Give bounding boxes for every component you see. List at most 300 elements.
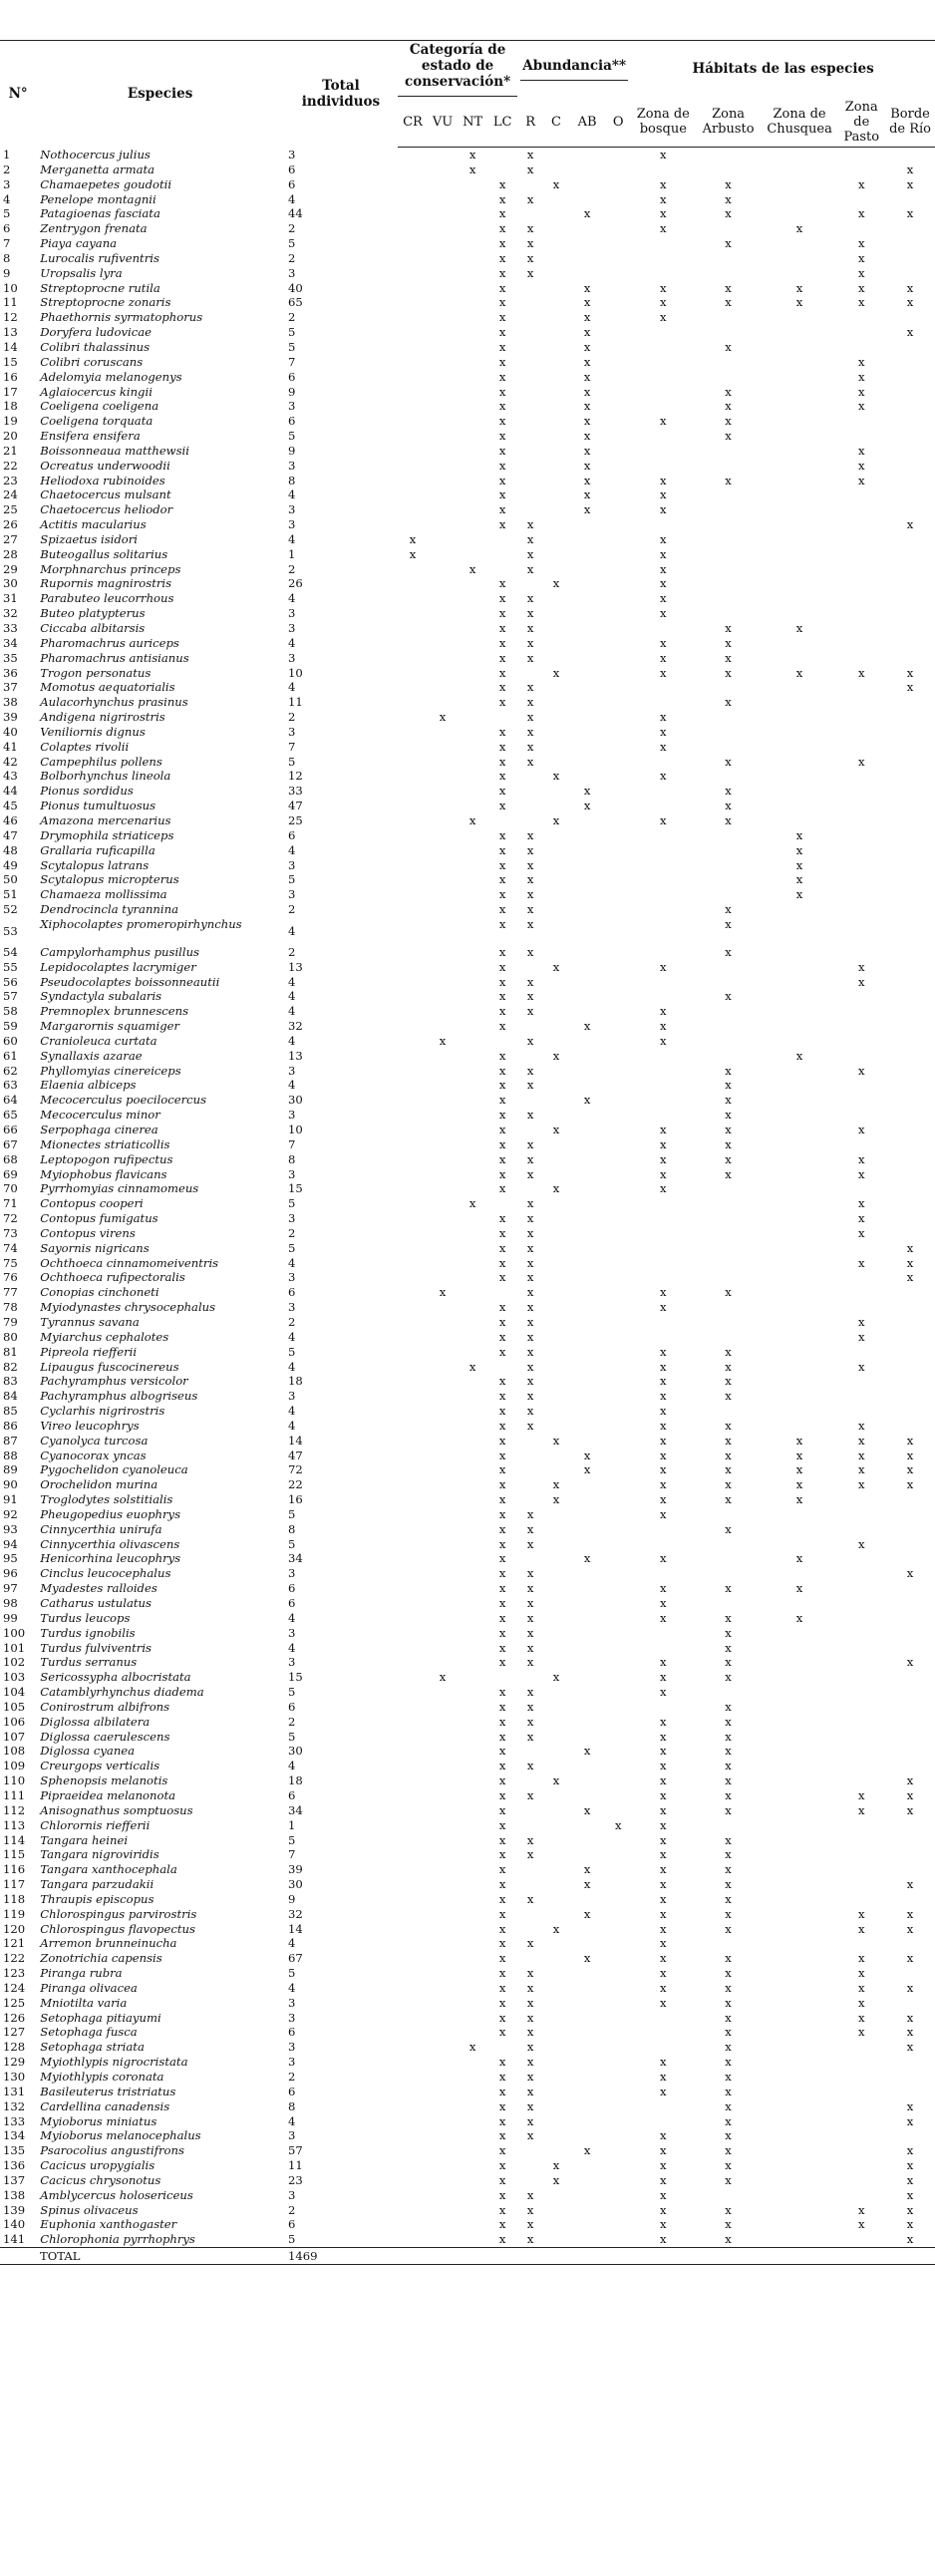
habitat-cell [885,975,935,990]
habitat-cell: x [857,1906,865,1921]
habitat-cell: x [660,1151,667,1166]
row-number: 51 [3,887,18,902]
conservation-cell [458,1730,487,1745]
conservation-cell [428,989,458,1004]
habitat-cell: x [725,621,732,635]
abundance-cell: x [526,2128,534,2143]
abundance-cell [543,370,569,385]
habitat-cell [837,651,885,666]
abundance-cell [543,651,569,666]
abundance-cell [569,1715,605,1730]
header-o: O [605,97,631,148]
abundance-cell [569,1360,605,1375]
species-name: Setophaga striata [40,2040,145,2055]
habitat-cell [885,725,935,740]
abundance-cell: x [583,1093,591,1108]
habitat-cell [762,1196,838,1211]
abundance-cell: x [526,1685,534,1700]
habitat-cell [762,1862,838,1877]
table-row [0,1744,935,1759]
row-number: 118 [3,1891,26,1906]
abundance-cell [543,517,569,532]
table-row [0,1981,935,1996]
species-name: Catharus ustulatus [40,1596,152,1610]
habitat-cell: x [857,354,865,369]
conservation-cell [428,192,458,207]
conservation-cell: x [498,295,506,310]
table-row [0,429,935,444]
species-name: Henicorhina leucophrys [40,1551,181,1566]
abundance-cell [569,606,605,621]
conservation-cell: x [498,1625,506,1640]
abundance-cell [543,1360,569,1375]
habitat-cell [885,1389,935,1404]
habitat-cell [837,606,885,621]
species-name: Conopias cinchoneti [40,1285,159,1300]
conservation-cell [398,1434,428,1449]
habitat-cell: x [906,1448,914,1462]
conservation-cell: x [498,1714,506,1729]
total-individuals: 7 [287,1136,296,1151]
habitat-cell [762,917,838,945]
abundance-cell [605,206,631,221]
habitat-cell: x [857,2202,865,2217]
conservation-cell [487,1285,517,1300]
row-number: 23 [3,473,18,487]
habitat-cell [695,1300,761,1315]
habitat-cell [762,1730,838,1745]
conservation-cell [458,887,487,902]
habitat-cell [885,2055,935,2070]
conservation-cell [458,266,487,281]
abundance-cell: x [583,310,591,325]
conservation-cell [428,740,458,755]
conservation-cell: x [498,2113,506,2128]
abundance-cell [543,2085,569,2099]
total-individuals: 3 [287,1108,296,1123]
species-name: Contopus virens [40,1225,136,1240]
conservation-cell [458,636,487,651]
abundance-cell [605,1167,631,1182]
conservation-cell [458,1877,487,1892]
abundance-cell [543,2070,569,2085]
abundance-cell [543,1981,569,1996]
habitat-cell [695,221,761,236]
species-name: Myioborus melanocephalus [40,2128,201,2143]
table-row [0,562,935,577]
conservation-cell [428,1951,458,1966]
total-individuals: 5 [287,1196,296,1211]
abundance-cell [569,1152,605,1167]
habitat-cell: x [660,724,667,739]
conservation-cell [398,2025,428,2040]
habitat-cell: x [795,887,803,902]
row-number: 91 [3,1492,18,1507]
habitat-cell [762,562,838,577]
abundance-cell [605,1330,631,1345]
conservation-cell [428,576,458,591]
total-individuals: 4 [287,680,296,695]
habitat-cell: x [795,1462,803,1477]
habitat-cell: x [725,429,732,444]
habitat-cell: x [725,1787,732,1802]
habitat-cell [631,1566,695,1581]
species-name: Spinus olivaceus [40,2202,139,2217]
habitat-cell [695,502,761,517]
abundance-cell: x [526,739,534,754]
conservation-cell [458,2114,487,2129]
total-individuals: 3 [287,399,296,414]
row-number: 106 [3,1714,26,1729]
conservation-cell [458,989,487,1004]
abundance-cell [605,1270,631,1285]
abundance-cell [543,1034,569,1049]
conservation-cell [398,1685,428,1700]
abundance-cell [569,1078,605,1093]
conservation-cell [428,1626,458,1641]
conservation-cell [458,547,487,562]
habitat-cell [762,547,838,562]
conservation-cell [428,2173,458,2188]
conservation-cell [398,1108,428,1123]
abundance-cell: x [583,443,591,458]
table-row [0,236,935,251]
habitat-cell [631,2099,695,2114]
table-row [0,1462,935,1477]
total-individuals: 18 [287,1374,303,1389]
total-individuals: 10 [287,665,303,680]
habitat-cell [762,695,838,710]
abundance-cell [517,1818,543,1833]
total-individuals: 3 [287,265,296,280]
abundance-cell: x [526,1078,534,1093]
habitat-cell [837,1389,885,1404]
species-name: Mecocerculus poecilocercus [40,1093,207,1108]
table-row [0,517,935,532]
row-number: 6 [3,221,11,236]
conservation-cell [398,1078,428,1093]
abundance-cell [569,2040,605,2055]
conservation-cell: x [498,206,506,221]
habitat-cell [762,206,838,221]
conservation-cell [398,340,428,355]
conservation-cell [398,1064,428,1079]
conservation-cell: x [498,1166,506,1181]
habitat-cell [837,1759,885,1773]
species-name: Mionectes striaticollis [40,1136,170,1151]
species-name: Diglossa caerulescens [40,1729,170,1744]
abundance-cell: x [583,206,591,221]
abundance-cell [605,399,631,414]
total-individuals: 3 [287,517,296,532]
total-individuals: 2 [287,944,296,959]
abundance-cell: x [526,546,534,561]
abundance-cell: x [526,1136,534,1151]
abundance-cell [605,221,631,236]
row-number: 3 [3,176,11,191]
habitat-cell: x [725,295,732,310]
habitat-cell: x [660,1123,667,1136]
species-name: Cardellina canadensis [40,2098,170,2113]
habitat-cell [695,517,761,532]
abundance-cell [517,1434,543,1449]
habitat-cell: x [795,872,803,887]
habitat-cell [837,1374,885,1389]
abundance-cell [569,1611,605,1626]
table-row [0,799,935,813]
abundance-cell: x [526,606,534,621]
habitat-cell [837,858,885,873]
abundance-cell [517,799,543,813]
conservation-cell [458,917,487,945]
conservation-cell [458,695,487,710]
habitat-cell [762,2025,838,2040]
conservation-cell: x [498,458,506,473]
conservation-cell [458,1211,487,1226]
conservation-cell [458,2188,487,2203]
conservation-cell: x [498,695,506,710]
conservation-cell [428,2055,458,2070]
abundance-cell [605,1566,631,1581]
conservation-cell [398,636,428,651]
abundance-cell [605,1788,631,1803]
habitat-cell [837,1108,885,1123]
table-row [0,310,935,325]
abundance-cell [569,1374,605,1389]
species-name: Anisognathus somptuosus [40,1802,193,1817]
habitat-cell [885,1345,935,1360]
conservation-cell: x [498,784,506,799]
conservation-cell [428,1537,458,1552]
habitat-cell [695,858,761,873]
abundance-cell [605,799,631,813]
habitat-cell: x [795,295,803,310]
conservation-cell [428,1833,458,1848]
header-zona-chusquea: Zona de Chusquea [762,97,838,148]
conservation-cell [398,1611,428,1626]
habitat-cell: x [725,1951,732,1966]
conservation-cell [458,1759,487,1773]
habitat-cell: x [725,2128,732,2143]
abundance-cell [605,651,631,666]
habitat-cell [631,399,695,414]
abundance-cell [605,813,631,828]
conservation-cell [428,725,458,740]
abundance-cell [569,2217,605,2232]
conservation-cell [398,414,428,429]
header-species: Especies [36,41,284,148]
row-number: 99 [3,1610,18,1625]
abundance-cell [569,576,605,591]
abundance-cell [517,206,543,221]
row-number: 122 [3,1951,26,1966]
abundance-cell [605,1315,631,1330]
conservation-cell [487,710,517,725]
habitat-cell: x [857,1359,865,1374]
abundance-cell [569,1670,605,1685]
row-number: 116 [3,1862,26,1877]
row-number: 77 [3,1285,18,1300]
habitat-cell: x [660,1877,667,1892]
conservation-cell [398,1360,428,1375]
abundance-cell: x [583,1906,591,1921]
total-individuals: 9 [287,1891,296,1906]
conservation-cell: x [498,443,506,458]
abundance-cell [543,1730,569,1745]
habitat-cell: x [660,546,667,561]
total-individuals: 47 [287,1448,303,1462]
conservation-cell [458,1004,487,1019]
conservation-cell [458,2203,487,2218]
conservation-cell [398,1330,428,1345]
habitat-cell: x [906,325,914,340]
total-individuals: 4 [287,842,296,857]
habitat-cell [837,989,885,1004]
abundance-cell [605,2070,631,2085]
conservation-cell: x [498,1374,506,1389]
abundance-cell [569,755,605,770]
habitat-cell: x [660,487,667,502]
conservation-cell [428,1730,458,1745]
conservation-cell [428,1137,458,1152]
abundance-cell [605,2085,631,2099]
abundance-cell [543,1137,569,1152]
table-row [0,206,935,221]
abundance-cell [543,1581,569,1596]
abundance-cell [605,444,631,459]
conservation-cell [458,651,487,666]
abundance-cell [569,1049,605,1064]
abundance-cell [543,695,569,710]
abundance-cell [569,1996,605,2011]
abundance-cell [569,1123,605,1137]
conservation-cell [428,621,458,636]
conservation-cell [458,1419,487,1434]
abundance-cell [543,680,569,695]
total-individuals: 12 [287,769,303,784]
abundance-cell: x [526,1625,534,1640]
conservation-cell [428,236,458,251]
conservation-cell [428,325,458,340]
abundance-cell [569,887,605,902]
conservation-cell: x [498,769,506,784]
habitat-cell [631,385,695,400]
habitat-cell: x [660,2070,667,2084]
abundance-cell: x [526,902,534,917]
habitat-cell [631,355,695,370]
abundance-cell [605,1123,631,1137]
abundance-cell [605,1596,631,1611]
habitat-cell [762,487,838,502]
habitat-cell: x [906,280,914,295]
habitat-cell: x [660,191,667,206]
habitat-cell: x [725,1374,732,1389]
conservation-cell [428,1803,458,1818]
row-number: 107 [3,1729,26,1744]
conservation-cell: x [498,1151,506,1166]
conservation-cell: x [498,399,506,414]
habitat-cell: x [857,1123,865,1136]
habitat-cell: x [725,1655,732,1670]
species-name: Phaethornis syrmatophorus [40,310,203,325]
row-number: 60 [3,1033,18,1048]
habitat-cell [837,1833,885,1848]
habitat-cell [762,1833,838,1848]
habitat-cell [762,192,838,207]
habitat-cell [695,1936,761,1951]
header-number: N° [0,41,36,148]
abundance-cell: x [526,1729,534,1744]
abundance-cell: x [526,887,534,902]
habitat-cell: x [857,473,865,487]
conservation-cell: x [498,635,506,650]
row-number: 89 [3,1462,18,1477]
conservation-cell [428,1330,458,1345]
conservation-cell [398,1004,428,1019]
conservation-cell [428,695,458,710]
habitat-cell [762,989,838,1004]
conservation-cell: x [498,1136,506,1151]
conservation-cell: x [498,1078,506,1093]
abundance-cell [543,1404,569,1419]
habitat-cell [631,945,695,960]
table-body [0,148,935,2248]
table-row [0,1123,935,1137]
species-name: Doryfera ludovicae [40,325,153,340]
abundance-cell [569,1241,605,1256]
abundance-cell [543,858,569,873]
conservation-cell [487,1670,517,1685]
abundance-cell [605,2055,631,2070]
habitat-cell [695,562,761,577]
conservation-cell [428,1551,458,1566]
total-individuals: 47 [287,799,303,813]
habitat-cell [885,784,935,799]
conservation-cell [428,2232,458,2247]
header-total: Total individuos [284,41,398,148]
abundance-cell [605,1833,631,1848]
habitat-cell [762,236,838,251]
conservation-cell [458,2085,487,2099]
habitat-cell [695,1181,761,1196]
conservation-cell [398,945,428,960]
habitat-cell [837,1093,885,1108]
conservation-cell: x [498,1906,506,1921]
conservation-cell: x [468,1196,476,1211]
abundance-cell [569,1004,605,1019]
abundance-cell [605,1803,631,1818]
conservation-cell [458,1345,487,1360]
species-name: Pionus sordidus [40,784,134,799]
habitat-cell: x [660,2217,667,2232]
conservation-cell [458,281,487,296]
abundance-cell [605,755,631,770]
habitat-cell: x [725,236,732,251]
table-row [0,2070,935,2085]
row-number: 126 [3,2010,26,2025]
conservation-cell: x [498,429,506,444]
table-row [0,1773,935,1788]
habitat-cell: x [857,265,865,280]
species-name: Creurgops verticalis [40,1759,160,1773]
conservation-cell: x [498,265,506,280]
row-number: 25 [3,502,18,517]
habitat-cell [695,547,761,562]
abundance-cell [543,562,569,577]
conservation-cell: x [498,1004,506,1019]
conservation-cell [458,1093,487,1108]
conservation-cell [428,177,458,192]
